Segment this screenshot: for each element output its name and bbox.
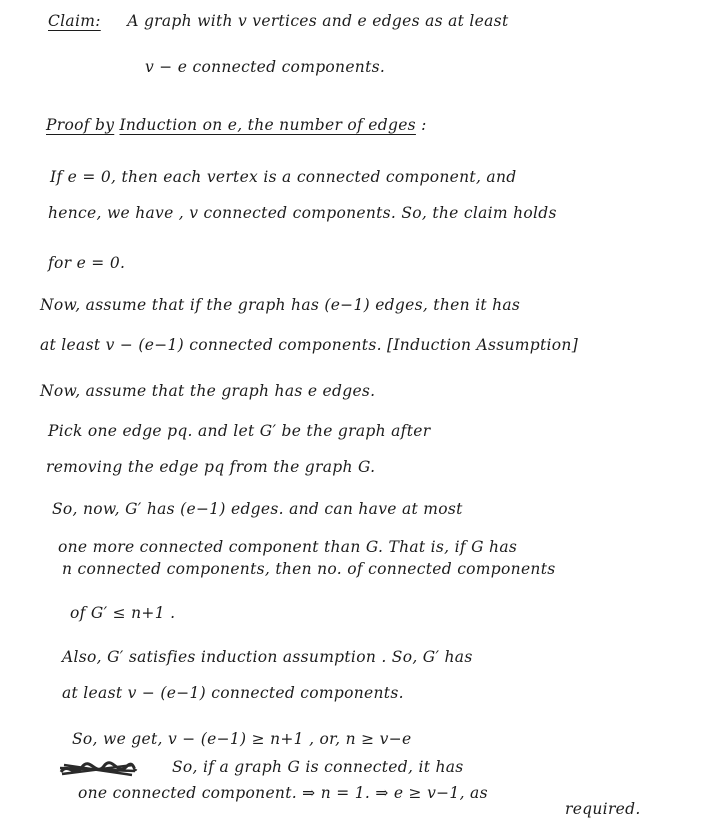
- scribbled-out-word: [58, 758, 138, 780]
- proof-line: So, we get, v − (e−1) ≥ n+1 , or, n ≥ v−e: [72, 730, 412, 748]
- proof-line: removing the edge pq from the graph G.: [46, 458, 376, 476]
- proof-line: If e = 0, then each vertex is a connected component, and: [50, 168, 517, 186]
- proof-line: Now, assume that the graph has e edges.: [40, 382, 376, 400]
- proof-heading-underlined: Induction on e, the number of edges: [119, 116, 416, 134]
- claim-label: Claim:: [48, 12, 101, 30]
- claim-text-1: A graph with v vertices and e edges as at least: [127, 12, 509, 30]
- proof-heading-colon: :: [421, 116, 427, 134]
- proof-heading-prefix: Proof by: [46, 116, 115, 134]
- proof-line: So, if a graph G is connected, it has: [172, 758, 464, 776]
- proof-line: at least v − (e−1) connected components.: [62, 684, 404, 702]
- proof-line: So, now, G′ has (e−1) edges. and can have at most: [52, 500, 463, 518]
- proof-heading: [46, 116, 427, 134]
- proof-line: for e = 0.: [48, 254, 126, 272]
- proof-line: hence, we have , v connected components. So, the claim holds: [48, 204, 557, 222]
- proof-line: one more connected component than G. That is, if G has: [58, 538, 518, 556]
- claim-line-1: [48, 12, 508, 30]
- proof-line: required.: [565, 800, 641, 818]
- proof-line: at least v − (e−1) connected components. [Induction Assumption]: [40, 336, 579, 354]
- proof-line: n connected components, then no. of connected components: [62, 560, 556, 578]
- proof-line: Pick one edge pq. and let G′ be the graph after: [48, 422, 431, 440]
- proof-line: Also, G′ satisfies induction assumption . So, G′ has: [62, 648, 473, 666]
- proof-line: one connected component. ⇒ n = 1. ⇒ e ≥ v−1, as: [78, 784, 488, 802]
- claim-line-2: v − e connected components.: [145, 58, 386, 76]
- proof-line: of G′ ≤ n+1 .: [70, 604, 176, 622]
- proof-line: Now, assume that if the graph has (e−1) edges, then it has: [40, 296, 521, 314]
